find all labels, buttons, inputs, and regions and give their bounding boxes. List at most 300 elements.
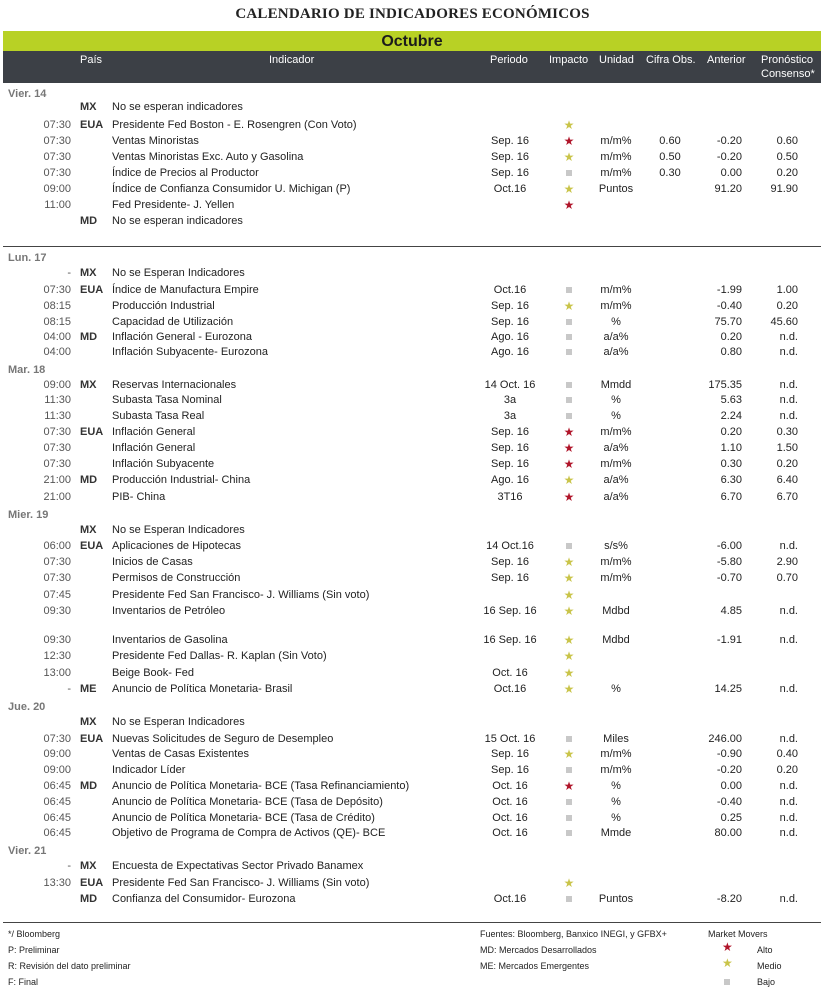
row-previous: -8.20 [716,893,742,905]
row-time: 07:30 [43,135,71,147]
table-row [0,489,825,505]
row-period: 3a [503,410,517,422]
row-time: - [67,683,71,695]
row-forecast: 0.60 [776,135,798,147]
row-time: 04:00 [43,346,71,358]
row-unit: a/a% [603,474,629,486]
row-time: 11:00 [44,199,71,211]
row-forecast: 0.20 [776,167,798,179]
row-forecast: n.d. [779,812,798,824]
row-previous: 1.10 [720,442,742,454]
row-country: MD [80,215,98,227]
row-observed: 0.50 [659,151,681,163]
row-indicator: Subasta Tasa Real [112,410,205,422]
row-period: Ago. 16 [491,331,529,343]
row-forecast: n.d. [779,780,798,792]
row-previous: -0.40 [716,796,742,808]
row-unit: m/m% [600,748,632,760]
row-country: ME [80,683,97,695]
row-indicator: Inventarios de Gasolina [112,634,228,646]
table-row [0,875,825,891]
table-row [0,472,825,488]
row-time: - [67,267,71,279]
row-period: 15 Oct. 16 [484,733,536,745]
header-forecast: Pronóstico [761,54,813,66]
star-yellow-icon: ★ [563,604,575,618]
row-unit: m/m% [600,764,632,776]
star-red-icon: ★ [563,425,575,439]
gray-square-icon [560,762,578,778]
row-previous: -1.99 [716,284,742,296]
row-unit: % [611,394,621,406]
star-yellow-icon: ★ [563,649,575,663]
row-unit: m/m% [600,556,632,568]
row-period: 16 Sep. 16 [483,634,537,646]
row-period: 14 Oct.16 [486,540,534,552]
gray-square-icon [560,825,578,841]
table-row [0,714,825,730]
row-forecast: 45.60 [770,316,798,328]
table-row [0,570,825,586]
row-country: MD [80,780,98,792]
table-row [0,778,825,794]
row-unit: Puntos [598,183,634,195]
header-country: País [80,54,103,66]
row-forecast: 0.50 [776,151,798,163]
footnote: P: Preliminar [8,945,60,955]
day-label: Jue. 20 [8,701,46,713]
star-yellow-icon: ★ [563,118,575,132]
gray-square-icon [560,731,578,747]
row-previous: -0.20 [716,151,742,163]
row-time: 06:45 [43,812,71,824]
star-yellow-icon: ★ [563,473,575,487]
header-consensus: Consenso* [761,68,815,80]
row-period: Oct. 16 [492,796,528,808]
row-period: 3T16 [497,491,523,503]
row-period: Sep. 16 [491,572,529,584]
row-country: MX [80,379,97,391]
row-country: MX [80,716,97,728]
row-time: 06:45 [43,796,71,808]
row-unit: m/m% [600,572,632,584]
row-period: Sep. 16 [491,300,529,312]
row-time: 07:30 [43,442,71,454]
row-previous: 0.30 [720,458,742,470]
row-unit: Puntos [598,893,634,905]
row-observed: 0.60 [659,135,681,147]
row-unit: Mmdd [600,379,632,391]
row-forecast: n.d. [779,733,798,745]
gray-square-icon [560,377,578,393]
gray-square-icon [560,165,578,181]
row-indicator: Ventas de Casas Existentes [112,748,249,760]
footnote: R: Revisión del dato preliminar [8,961,131,971]
row-time: - [67,860,71,872]
table-row [0,603,825,619]
row-indicator: Anuncio de Política Monetaria- BCE (Tasa de Depósito) [112,796,383,808]
row-previous: -0.70 [716,572,742,584]
row-time: 13:30 [43,877,71,889]
legend-title: Market Movers [708,929,768,939]
row-previous: 91.20 [714,183,742,195]
row-period: Oct.16 [493,284,527,296]
row-period: 16 Sep. 16 [483,605,537,617]
star-yellow-icon: ★ [563,682,575,696]
row-country: MD [80,893,98,905]
row-time: 11:30 [44,410,71,422]
row-previous: 0.20 [720,331,742,343]
divider [3,246,821,247]
row-period: Oct.16 [493,683,527,695]
table-row [0,133,825,149]
row-unit: % [611,780,621,792]
row-previous: -6.00 [716,540,742,552]
row-unit: % [611,316,621,328]
row-indicator: Anuncio de Política Monetaria- Brasil [112,683,293,695]
row-indicator: Nuevas Solicitudes de Seguro de Desempleo [112,733,334,745]
row-time: 21:00 [43,474,71,486]
row-indicator: Beige Book- Fed [112,667,194,679]
row-period: Sep. 16 [491,764,529,776]
row-unit: % [611,812,621,824]
row-indicator: Inflación Subyacente [112,458,215,470]
row-period: Oct. 16 [492,667,528,679]
day-label: Vier. 14 [8,88,47,100]
row-forecast: 0.30 [776,426,798,438]
row-period: Oct. 16 [492,780,528,792]
row-indicator: Indicador Líder [112,764,186,776]
row-unit: Mmde [600,827,632,839]
gray-square-icon [560,392,578,408]
row-indicator: Anuncio de Política Monetaria- BCE (Tasa de Crédito) [112,812,375,824]
row-time: 07:45 [43,589,71,601]
row-previous: 80.00 [714,827,742,839]
row-indicator: Inflación General [112,442,196,454]
star-yellow-icon: ★ [563,747,575,761]
table-row [0,681,825,697]
row-unit: m/m% [600,426,632,438]
row-previous: 0.00 [720,167,742,179]
star-red-icon: ★ [563,441,575,455]
row-previous: 14.25 [714,683,742,695]
row-forecast: n.d. [779,331,798,343]
row-unit: a/a% [603,442,629,454]
row-country: EUA [80,733,104,745]
row-time: 06:45 [43,827,71,839]
table-row [0,891,825,907]
row-previous: 0.80 [720,346,742,358]
row-country: EUA [80,284,104,296]
row-time: 07:30 [43,556,71,568]
row-unit: m/m% [600,284,632,296]
table-row [0,424,825,440]
header-indicator: Indicador [269,54,315,66]
row-time: 08:15 [43,300,71,312]
row-forecast: 1.00 [776,284,798,296]
row-indicator: Presidente Fed San Francisco- J. Williams (Sin voto) [112,877,370,889]
row-time: 07:30 [43,284,71,296]
row-previous: -0.20 [716,135,742,147]
row-indicator: Fed Presidente- J. Yellen [112,199,235,211]
row-unit: s/s% [604,540,628,552]
gray-square-icon [560,794,578,810]
row-indicator: Capacidad de Utilización [112,316,234,328]
star-yellow-icon: ★ [563,555,575,569]
row-forecast: n.d. [779,379,798,391]
row-period: Sep. 16 [491,167,529,179]
row-previous: -0.90 [716,748,742,760]
row-forecast: 0.20 [776,764,798,776]
row-forecast: n.d. [779,893,798,905]
row-period: Sep. 16 [491,135,529,147]
gray-square-icon [560,891,578,907]
row-indicator: Confianza del Consumidor- Eurozona [112,893,296,905]
star-yellow-icon: ★ [563,666,575,680]
gray-square-icon [560,282,578,298]
row-indicator: No se Esperan Indicadores [112,716,245,728]
row-time: 07:30 [43,151,71,163]
day-label: Vier. 21 [8,845,47,857]
gray-square-icon [560,538,578,554]
star-yellow-icon: ★ [563,588,575,602]
row-forecast: n.d. [779,827,798,839]
row-time: 07:30 [43,426,71,438]
row-forecast: 0.70 [776,572,798,584]
row-country: MX [80,860,97,872]
row-indicator: No se Esperan Indicadores [112,267,245,279]
row-period: Sep. 16 [491,426,529,438]
row-unit: m/m% [600,458,632,470]
row-unit: % [611,796,621,808]
row-forecast: n.d. [779,796,798,808]
row-time: 13:00 [43,667,71,679]
star-yellow-icon: ★ [722,956,733,970]
table-row [0,731,825,747]
row-period: Oct. 16 [492,812,528,824]
row-forecast: n.d. [779,410,798,422]
table-row [0,265,825,281]
gray-square-icon [560,329,578,345]
star-yellow-icon: ★ [563,182,575,196]
row-period: Sep. 16 [491,151,529,163]
row-forecast: n.d. [779,634,798,646]
gray-square-icon [560,408,578,424]
row-unit: a/a% [603,331,629,343]
row-period: 14 Oct. 16 [484,379,536,391]
row-indicator: Presidente Fed San Francisco- J. Williams (Sin voto) [112,589,370,601]
month-banner: Octubre [3,31,821,51]
row-period: Ago. 16 [491,474,529,486]
row-previous: -0.40 [716,300,742,312]
row-time: 07:30 [43,119,71,131]
row-time: 09:00 [43,183,71,195]
star-red-icon: ★ [563,457,575,471]
row-time: 08:15 [43,316,71,328]
table-row [0,762,825,778]
day-label: Mier. 19 [8,509,49,521]
row-previous: 5.63 [720,394,742,406]
row-time: 09:00 [43,748,71,760]
day-label: Lun. 17 [8,252,47,264]
row-time: 21:00 [43,491,71,503]
star-red-icon: ★ [563,490,575,504]
table-row [0,344,825,360]
table-row [0,213,825,229]
row-unit: m/m% [600,300,632,312]
header-obs: Cifra Obs. [646,54,696,66]
star-yellow-icon: ★ [563,299,575,313]
legend-medio: Medio [757,961,782,971]
row-period: Sep. 16 [491,316,529,328]
row-time: 07:30 [43,733,71,745]
row-indicator: No se Esperan Indicadores [112,524,245,536]
table-row [0,538,825,554]
table-row [0,794,825,810]
table-row [0,408,825,424]
table-row [0,197,825,213]
row-period: 3a [503,394,517,406]
row-forecast: n.d. [779,346,798,358]
star-red-icon: ★ [563,134,575,148]
table-row [0,810,825,826]
table-row [0,117,825,133]
table-row [0,377,825,393]
row-unit: Mdbd [602,605,630,617]
gray-square-icon [560,344,578,360]
gray-square-icon [560,314,578,330]
table-row [0,587,825,603]
table-row [0,522,825,538]
row-country: MD [80,331,98,343]
row-forecast: 0.20 [776,300,798,312]
row-indicator: Inflación Subyacente- Eurozona [112,346,268,358]
row-previous: 6.30 [720,474,742,486]
table-header [3,51,821,83]
table-row [0,456,825,472]
row-country: MX [80,524,97,536]
star-yellow-icon: ★ [563,876,575,890]
row-previous: -5.80 [716,556,742,568]
row-forecast: 2.90 [776,556,798,568]
header-unit: Unidad [599,54,634,66]
row-indicator: Índice de Precios al Productor [112,167,259,179]
row-unit: Miles [603,733,629,745]
row-period: Ago. 16 [491,346,529,358]
row-indicator: Producción Industrial- China [112,474,251,486]
divider [3,922,821,923]
row-indicator: Inflación General - Eurozona [112,331,253,343]
star-red-icon: ★ [563,779,575,793]
row-indicator: Presidente Fed Boston - E. Rosengren (Con Voto) [112,119,357,131]
row-unit: a/a% [603,491,629,503]
row-forecast: 6.70 [776,491,798,503]
row-time: 07:30 [43,167,71,179]
star-red-icon: ★ [563,198,575,212]
row-indicator: Encuesta de Expectativas Sector Privado Banamex [112,860,364,872]
row-forecast: n.d. [779,605,798,617]
row-previous: 175.35 [708,379,742,391]
table-row [0,298,825,314]
table-row [0,392,825,408]
row-previous: 0.25 [720,812,742,824]
table-row [0,665,825,681]
row-indicator: Objetivo de Programa de Compra de Activos (QE)- BCE [112,827,386,839]
table-row [0,165,825,181]
table-row [0,181,825,197]
table-row [0,554,825,570]
row-forecast: 91.90 [770,183,798,195]
row-previous: 75.70 [714,316,742,328]
row-time: 09:00 [43,764,71,776]
row-forecast: 0.20 [776,458,798,470]
row-time: 09:30 [43,634,71,646]
row-unit: Mdbd [602,634,630,646]
footnote: */ Bloomberg [8,929,61,939]
row-indicator: Ventas Minoristas [112,135,199,147]
table-row [0,282,825,298]
table-row [0,314,825,330]
row-indicator: Aplicaciones de Hipotecas [112,540,242,552]
row-period: Oct. 16 [492,827,528,839]
table-row [0,858,825,874]
row-indicator: Reservas Internacionales [112,379,237,391]
row-indicator: Anuncio de Política Monetaria- BCE (Tasa Refinanciamiento) [112,780,410,792]
row-unit: % [611,410,621,422]
row-unit: m/m% [600,135,632,147]
table-row [0,440,825,456]
row-indicator: No se esperan indicadores [112,101,243,113]
gray-square-icon [560,810,578,826]
sources-note: Fuentes: Bloomberg, Banxico INEGI, y GFBX+ [480,929,667,939]
row-previous: 2.24 [720,410,742,422]
star-yellow-icon: ★ [563,150,575,164]
row-country: MD [80,474,98,486]
row-time: 04:00 [43,331,71,343]
header-impact: Impacto [549,54,589,66]
row-period: Sep. 16 [491,442,529,454]
row-forecast: n.d. [779,683,798,695]
row-country: EUA [80,426,104,438]
row-period: Oct.16 [493,183,527,195]
row-period: Sep. 16 [491,748,529,760]
me-note: ME: Mercados Emergentes [480,961,590,971]
page-title: CALENDARIO DE INDICADORES ECONÓMICOS [235,6,590,22]
star-yellow-icon: ★ [563,633,575,647]
footnote: F: Final [8,977,39,987]
row-indicator: Índice de Manufactura Empire [112,284,259,296]
row-indicator: Inicios de Casas [112,556,193,568]
row-indicator: Permisos de Construcción [112,572,241,584]
row-previous: 4.85 [720,605,742,617]
table-row [0,632,825,648]
row-country: MX [80,267,97,279]
row-forecast: 0.40 [776,748,798,760]
row-unit: m/m% [600,151,632,163]
table-row [0,825,825,841]
row-previous: -0.20 [716,764,742,776]
row-time: 11:30 [44,394,71,406]
row-time: 09:00 [43,379,71,391]
row-unit: % [611,683,621,695]
row-country: MX [80,101,97,113]
star-yellow-icon: ★ [563,571,575,585]
row-previous: -1.91 [716,634,742,646]
row-time: 09:30 [43,605,71,617]
row-indicator: Inventarios de Petróleo [112,605,226,617]
row-indicator: PIB- China [112,491,166,503]
row-country: EUA [80,877,104,889]
